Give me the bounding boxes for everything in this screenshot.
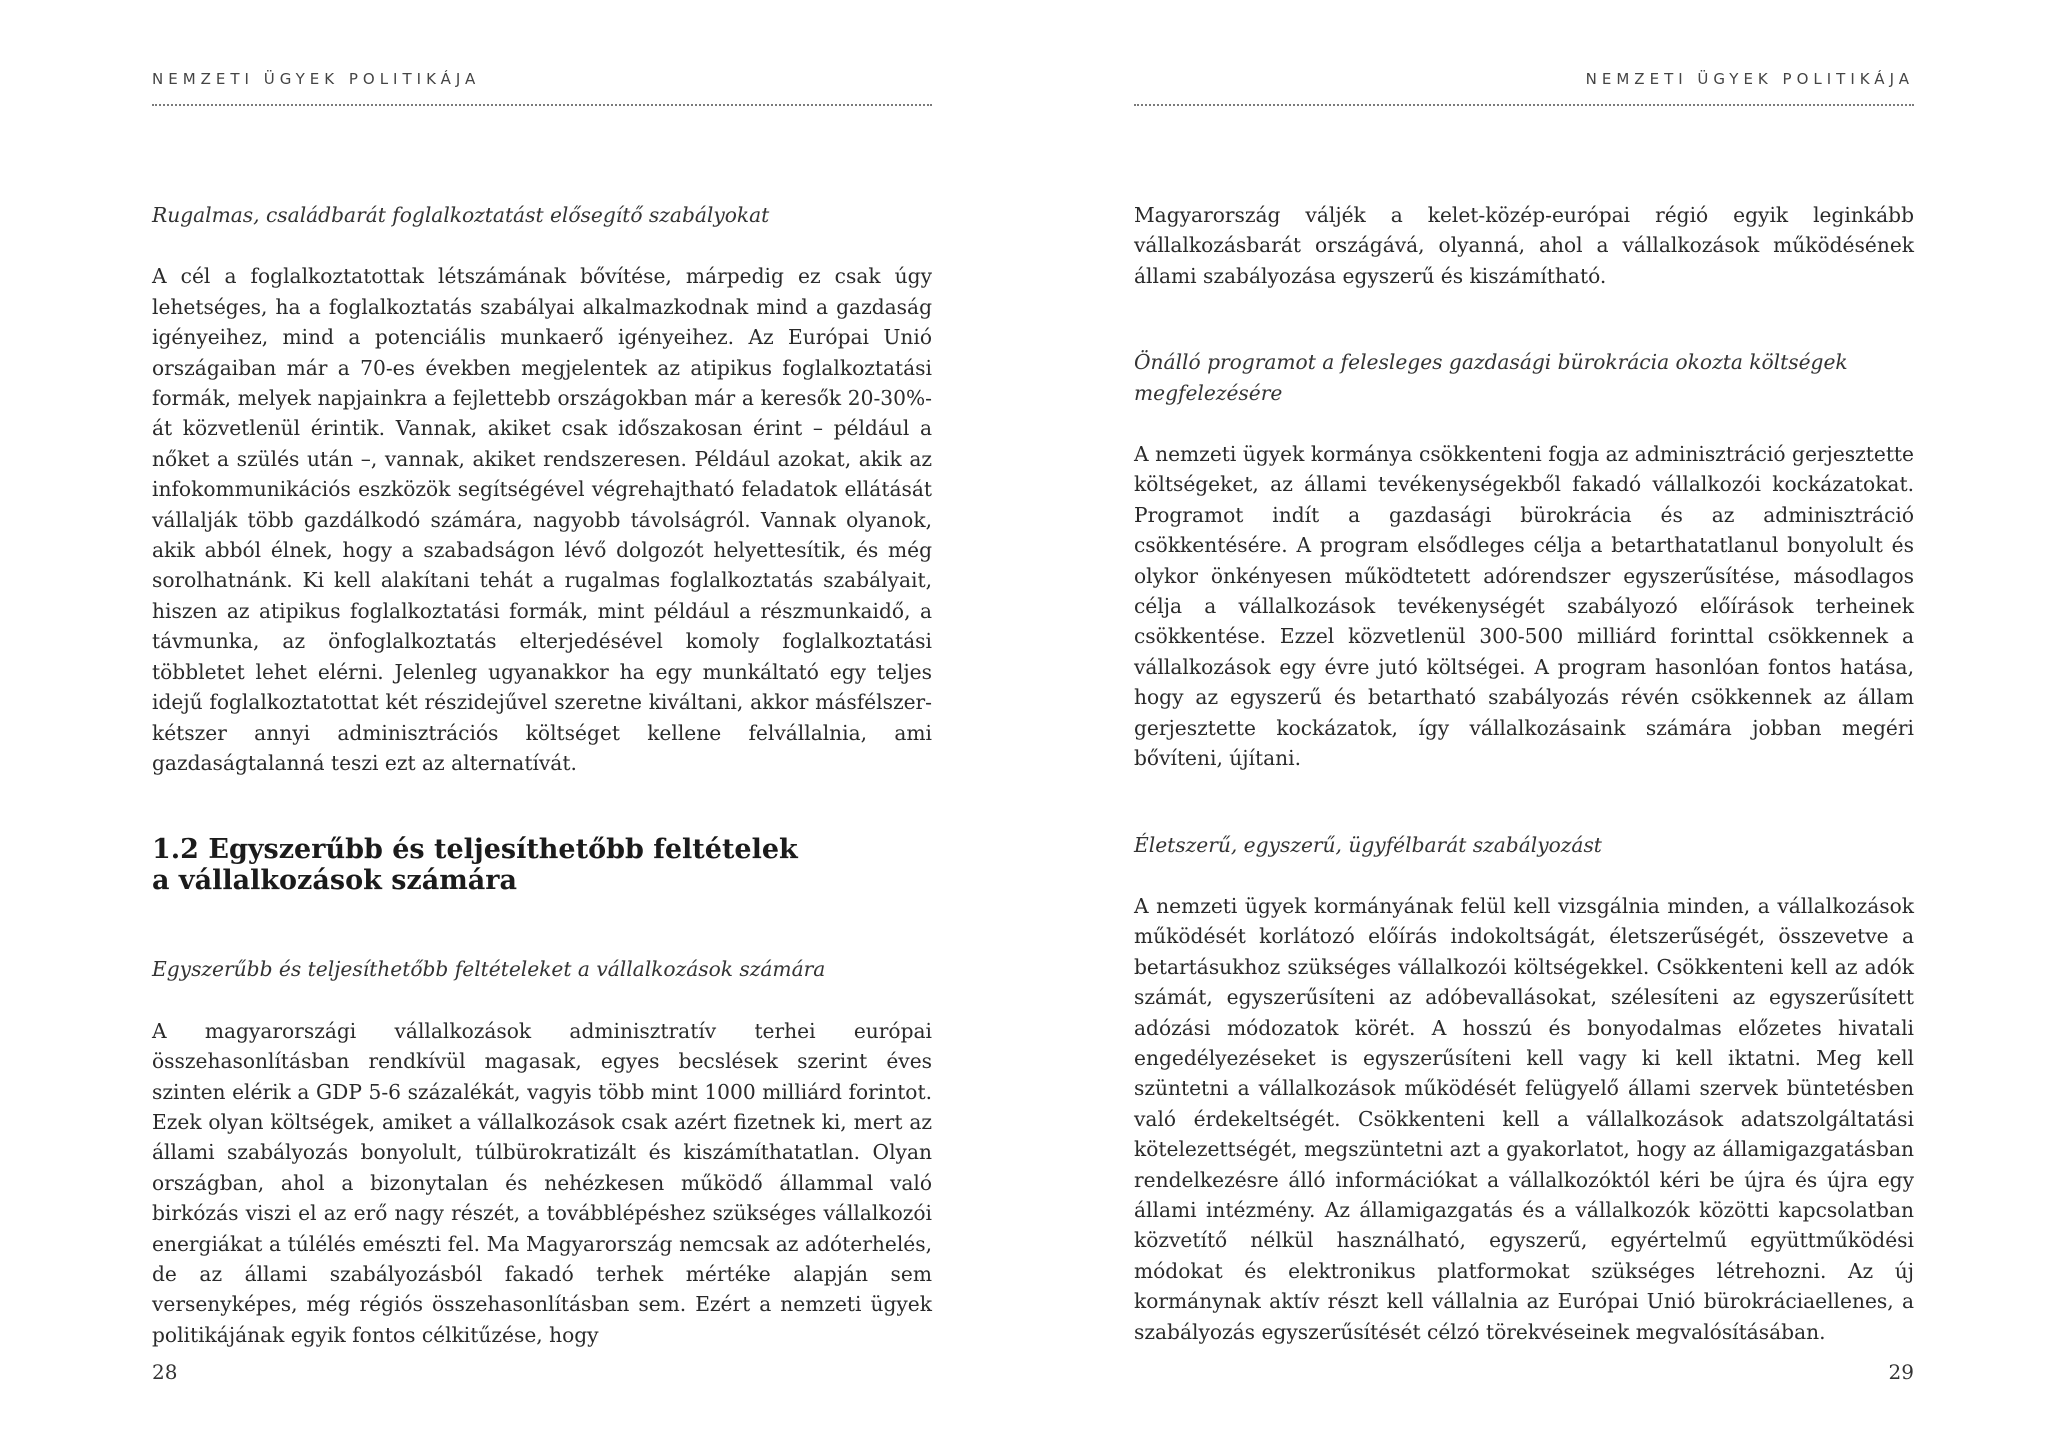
body-paragraph: A nemzeti ügyek kormányának felül kell vizsgálnia minden, a vállalkozások működését korlátozó előírás indokoltságát, életszerűségét, összevetve a betartásukhoz szükséges vállalkozói költségekkel. Csökkenteni kell az adók számát, egyszerűsíteni az adóbevallásokat, szélesíteni az egyszerűsített adózási módozatok körét. A hosszú és bonyodalmas előzetes hivatali engedélyezéseket is egyszerűsíteni kell vagy ki kell iktatni. Meg kell szüntetni a vállalkozások működését felügyelő állami szervek büntetésben való érdekeltségét. Csökkenteni kell a vállalkozások adatszolgáltatási kötelezettségét, megszüntetni azt a gyakorlatot, hogy az államigazgatásban rendelkezésre álló információkat a vállalkozóktól kéri be újra és újra egy állami intézmény. Az államigazgatás és a vállalkozók közötti kapcsolatban közvetítő nélkül használható, egyszerű, egyértelmű együttműködési módokat és elektronikus platformokat szükséges létrehozni. Az új kormánynak aktív részt kell vállalnia az Európai Unió bürokráciaellenes, a szabályozás egyszerűsítését célzó törekvéseinek megvalósításában. [1134,893,1914,1344]
page-number: 28 [152,1360,178,1384]
section-subhead: Rugalmas, családbarát foglalkoztatást elősegítő szabályokat [152,203,770,227]
running-head: NEMZETI ÜGYEK POLITIKÁJA [1585,70,1914,88]
header-rule [152,104,932,106]
body-paragraph: A cél a foglalkoztatottak létszámának bővítése, márpedig ez csak úgy lehetséges, ha a foglalkoztatás szabályai alkalmazkodnak mind a gazdaság igényeihez, mind a potenciális munkaerő igényeihez. Az Európai Unió országaiban már a 70-es években megjelentek az atipikus foglalkoztatási formák, melyek napjainkra a fejlettebb országokban már a keresők 20-30%-át közvetlenül érintik. Vannak, akiket csak időszakosan érint – például a nőket a szülés után –, vannak, akiket rendszeresen. Például azokat, akik az infokommunikációs eszközök segítségével végrehajtható feladatok ellátását vállalják több gazdálkodó számára, nagyobb távolságról. Vannak olyanok, akik abból élnek, hogy a szabadságon lévő dolgozót helyettesítik, és még sorolhatnánk. Ki kell alakítani tehát a rugalmas foglalkoztatás szabályait, hiszen az atipikus foglalkoztatási formák, mint például a részmunkaidő, a távmunka, az önfoglalkoztatás elterjedésével komoly foglalkoztatási többletet lehet elérni. Jelenleg ugyanakkor ha egy munkáltató egy teljes idejű foglalkoztatottat két részidejűvel szeretne kiváltani, akkor másfélszer-kétszer annyi adminisztrációs költséget kellene felvállalnia, ami gazdaságtalanná teszi ezt az alternatívát. [152,264,932,775]
section-subhead: Egyszerűbb és teljesíthetőbb feltételeket a vállalkozások számára [152,957,826,982]
section-heading-line: a vállalkozások számára [152,865,518,897]
body-paragraph: A nemzeti ügyek kormánya csökkenteni fogja az adminisztráció gerjesztette költségeket, az állami tevékenységekből fakadó vállalkozói kockázatokat. Programot indít a gazdasági bürokrácia és az adminisztráció csökkentésére. A program elsődleges célja a betarthatatlanul bonyolult és olykor önkényesen működtetett adórendszer egyszerűsítése, másodlagos célja a vállalkozások tevékenységét szabályozó előírások terheinek csökkentése. Ezzel közvetlenül 300-500 milliárd forinttal csökkennek a vállalkozások egy évre jutó költségei. A program hasonlóan fontos hatása, hogy az egyszerű és betartható szabályozás révén csökkennek az állam gerjesztette kockázatok, így vállalkozásaink számára jobban megéri bővíteni, újítani. [1134,442,1914,771]
page-number: 29 [1888,1360,1914,1384]
header-rule [1134,104,1914,106]
section-heading [152,834,932,896]
section-heading-line: 1.2 Egyszerűbb és teljesíthetőbb feltételek [152,834,798,866]
left-page [152,0,932,1454]
section-subhead: Életszerű, egyszerű, ügyfélbarát szabályozást [1134,832,1602,857]
body-paragraph: Magyarország váljék a kelet-közép-európai régió egyik leginkább vállalkozásbarát országává, olyanná, ahol a vállalkozások működésének állami szabályozása egyszerű és kiszámítható. [1134,203,1914,288]
right-page-content [1134,200,1914,1347]
section-subhead: Önálló programot a felesleges gazdasági bürokrácia okozta költségek megfelezésére [1134,350,1848,405]
left-page-content [152,200,932,1350]
running-head: NEMZETI ÜGYEK POLITIKÁJA [152,70,481,88]
right-page [1134,0,1914,1454]
body-paragraph: A magyarországi vállalkozások adminisztratív terhei európai összehasonlításban rendkívül magasak, egyes becslések szerint éves szinten elérik a GDP 5-6 százalékát, vagyis több mint 1000 milliárd forintot. Ezek olyan költségek, amiket a vállalkozások csak azért fizetnek ki, mert az állami szabályozás bonyolult, túlbürokratizált és kiszámíthatatlan. Olyan országban, ahol a bizonytalan és nehézkesen működő állammal való birkózás viszi el az erő nagy részét, a továbblépéshez szükséges vállalkozói energiákat a túlélés emészti fel. Ma Magyarország nemcsak az adóterhelés, de az állami szabályozásból fakadó terhek mértéke alapján sem versenyképes, még régiós összehasonlításban sem. Ezért a nemzeti ügyek politikájának egyik fontos célkitűzése, hogy [152,1018,932,1347]
